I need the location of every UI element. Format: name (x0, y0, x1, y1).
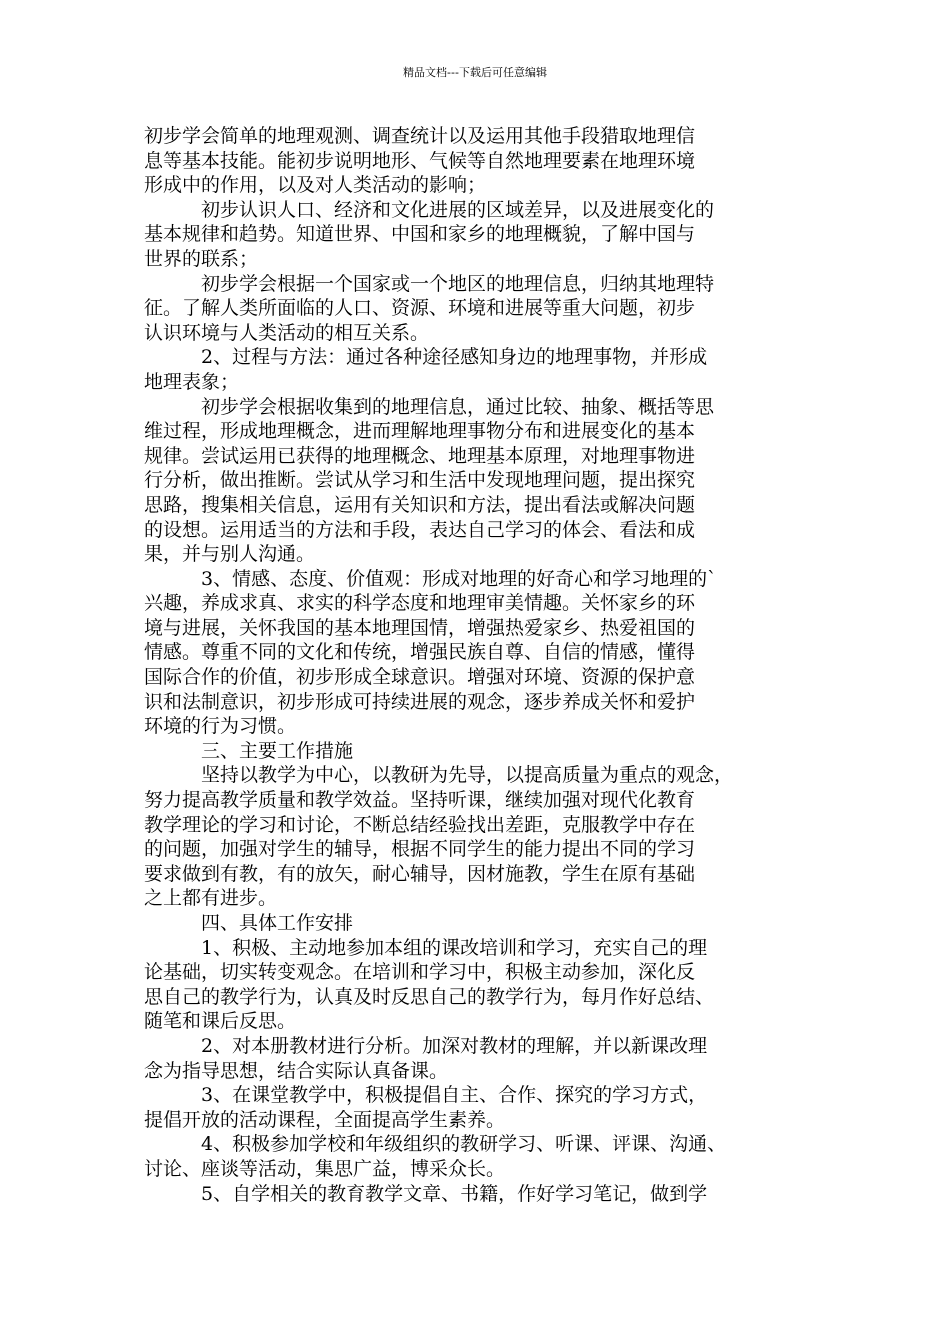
text-line: 讨论、座谈等活动，集思广益，博采众长。 (144, 1157, 506, 1180)
text-line: 果，并与别人沟通。 (144, 543, 316, 566)
text-line: 3、在课堂教学中，积极提倡自主、合作、探究的学习方式， (201, 1084, 708, 1107)
text-line: 征。了解人类所面临的人口、资源、环境和进展等重大问题，初步 (144, 297, 696, 320)
text-line: 论基础，切实转变观念。在培训和学习中，积极主动参加，深化反 (144, 961, 696, 984)
text-line: 提倡开放的活动课程，全面提高学生素养。 (144, 1108, 506, 1131)
text-line: 坚持以教学为中心，以教研为先导，以提高质量为重点的观念， (201, 764, 734, 787)
text-line: 初步学会简单的地理观测、调查统计以及运用其他手段猎取地理信 (144, 125, 696, 147)
text-line: 5、自学相关的教育教学文章、书籍，作好学习笔记，做到学 (201, 1182, 708, 1205)
document-body (144, 124, 824, 1206)
text-line: 兴趣，养成求真、求实的科学态度和地理审美情趣。关怀家乡的环 (144, 592, 696, 615)
text-line: 2、对本册教材进行分析。加深对教材的理解，并以新课改理 (201, 1034, 708, 1057)
text-line: 4、积极参加学校和年级组织的教研学习、听课、评课、沟通、 (201, 1133, 727, 1156)
text-line: 初步学会根据一个国家或一个地区的地理信息，归纳其地理特 (201, 272, 715, 295)
text-line: 维过程，形成地理概念，进而理解地理事物分布和进展变化的基本 (144, 420, 696, 443)
text-line: 教学理论的学习和讨论，不断总结经验找出差距，克服教学中存在 (144, 813, 696, 836)
page-header: 精品文档---下载后可任意编辑 (403, 66, 547, 79)
text-line: 的设想。运用适当的方法和手段，表达自己学习的体会、看法和成 (144, 518, 696, 541)
text-line: 的问题，加强对学生的辅导，根据不同学生的能力提出不同的学习 (144, 838, 696, 861)
text-line: 2、过程与方法：通过各种途径感知身边的地理事物，并形成 (201, 346, 708, 369)
text-line: 认识环境与人类活动的相互关系。 (144, 321, 430, 344)
text-line: 思自己的教学行为，认真及时反思自己的教学行为，每月作好总结、 (144, 985, 715, 1008)
text-line: 世界的联系； (144, 247, 259, 270)
text-line: 境与进展，关怀我国的基本地理国情，增强热爱家乡、热爱祖国的 (144, 616, 696, 639)
text-line: 情感。尊重不同的文化和传统，增强民族自尊、自信的情感，懂得 (144, 641, 696, 664)
text-line: 初步学会根据收集到的地理信息，通过比较、抽象、概括等思 (201, 395, 715, 418)
text-line: 环境的行为习惯。 (144, 715, 297, 738)
text-line: 三、主要工作措施 (201, 739, 354, 762)
text-line: 之上都有进步。 (144, 887, 278, 910)
text-line: 息等基本技能。能初步说明地形、气候等自然地理要素在地理环境 (144, 149, 696, 172)
text-line: 念为指导思想，结合实际认真备课。 (144, 1059, 449, 1082)
text-line: 国际合作的价值，初步形成全球意识。增强对环境、资源的保护意 (144, 666, 696, 689)
text-line: 思路，搜集相关信息，运用有关知识和方法，提出看法或解决问题 (144, 493, 696, 516)
text-line: 3、情感、态度、价值观：形成对地理的好奇心和学习地理的` (201, 567, 717, 590)
text-line: 1、积极、主动地参加本组的课改培训和学习，充实自己的理 (201, 936, 708, 959)
text-line: 地理表象； (144, 370, 240, 393)
text-line: 形成中的作用，以及对人类活动的影响； (144, 174, 487, 197)
text-line: 要求做到有教，有的放矢，耐心辅导，因材施教，学生在原有基础 (144, 862, 696, 885)
text-line: 初步认识人口、经济和文化进展的区域差异，以及进展变化的 (201, 198, 715, 221)
text-line: 规律。尝试运用已获得的地理概念、地理基本原理，对地理事物进 (144, 444, 696, 467)
text-line: 识和法制意识，初步形成可持续进展的观念，逐步养成关怀和爱护 (144, 690, 696, 713)
text-line: 努力提高教学质量和教学效益。坚持听课，继续加强对现代化教育 (144, 789, 696, 812)
text-line: 随笔和课后反思。 (144, 1010, 297, 1033)
text-line: 基本规律和趋势。知道世界、中国和家乡的地理概貌，了解中国与 (144, 223, 696, 246)
text-line: 四、具体工作安排 (201, 912, 354, 934)
text-line: 行分析，做出推断。尝试从学习和生活中发现地理问题，提出探究 (144, 469, 696, 492)
